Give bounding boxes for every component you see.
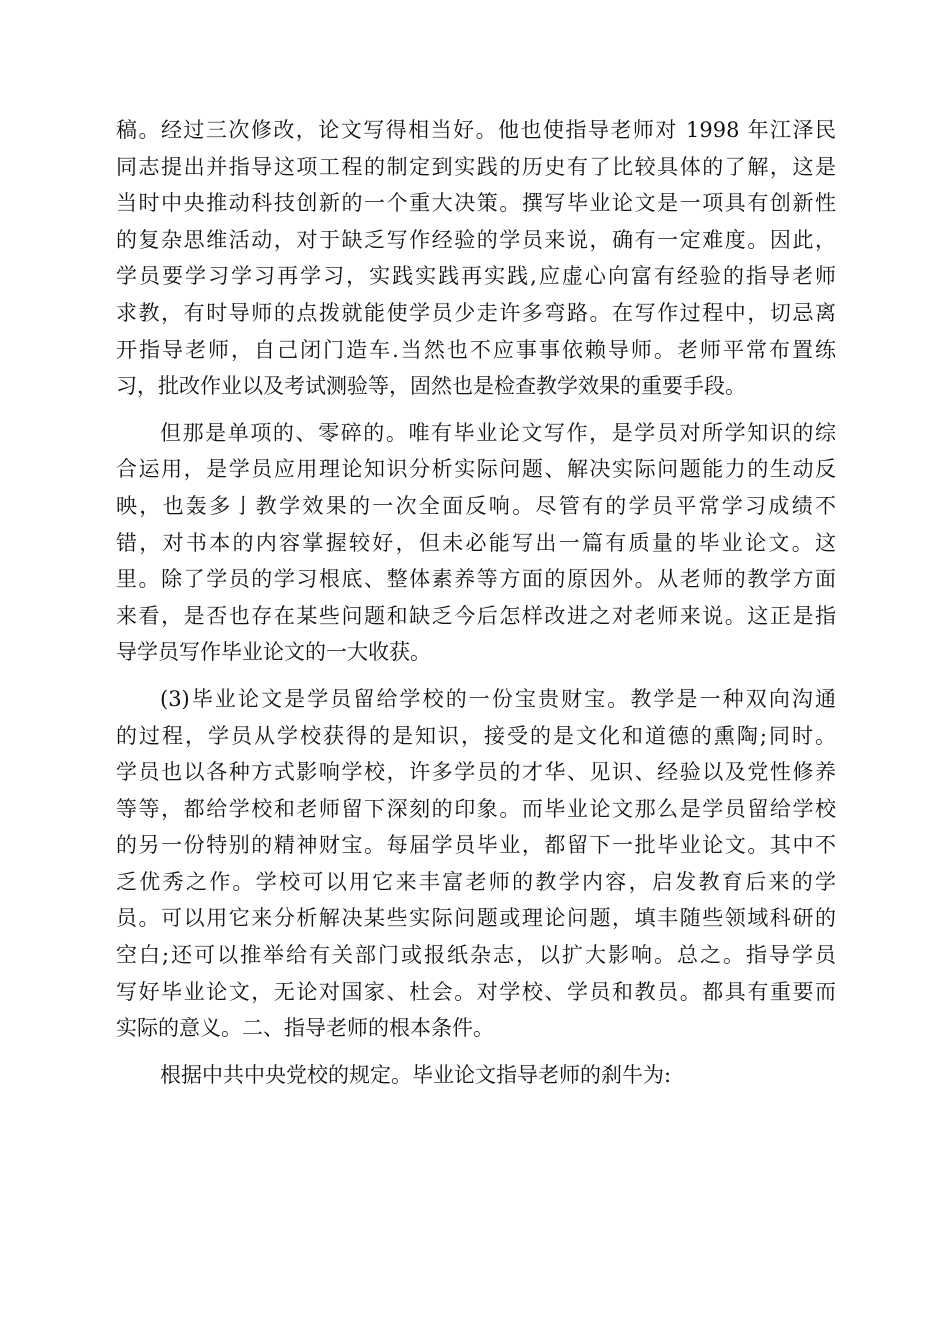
- text-line: 实际的意义。二、指导老师的根本条件。: [116, 1016, 494, 1041]
- paragraph-4: [116, 1057, 836, 1094]
- text-line: 的另一份特别的精神财宝。每届学员毕业，都留下一批毕业论文。其中不: [116, 833, 836, 858]
- text-line: 写好毕业论文，无论对国家、杜会。对学校、学员和教员。都具有重要而: [116, 979, 836, 1004]
- text-line: 学员也以各种方式影响学校，许多学员的才华、见识、经验以及党性修养: [116, 760, 836, 785]
- paragraph-3: [116, 681, 836, 1047]
- text-line: 根据中共中央党校的规定。毕业论文指导老师的刹牛为:: [160, 1062, 672, 1087]
- text-line: 错，对书本的内容掌握较好，但未必能写出一篇有质量的毕业论文。这: [116, 530, 836, 555]
- text-line: 等等，都给学校和老师留下深刻的印象。而毕业论文那么是学员留给学校: [116, 796, 836, 821]
- text-line: (3)毕业论文是学员留给学校的一份宝贵财宝。教学是一种双向沟通: [160, 686, 836, 711]
- text-line: 来看，是否也存在某些问题和缺乏今后怎样改进之对老师来说。这正是指: [116, 603, 836, 628]
- document-body: [116, 112, 836, 1103]
- text-line: 开指导老师，自己闭门造车.当然也不应事事依赖导师。老师平常布置练: [116, 337, 836, 362]
- text-line: 习，批改作业以及考试测验等，固然也是检查教学效果的重要手段。: [116, 374, 746, 399]
- text-line: 但那是单项的、零碎的。唯有毕业论文写作，是学员对所学知识的综: [160, 420, 836, 445]
- paragraph-2: [116, 415, 836, 671]
- text-line: 映，也轰多亅教学效果的一次全面反响。尽管有的学员平常学习成绩不: [116, 493, 836, 518]
- text-line: 同志提出并指导这项工程的制定到实践的历史有了比较具体的了解，这是: [116, 154, 836, 179]
- text-line: 的过程，学员从学校获得的是知识，接受的是文化和道德的熏陶;同时。: [116, 723, 836, 748]
- text-line: 乏优秀之作。学校可以用它来丰富老师的教学内容，启发教育后来的学: [116, 869, 836, 894]
- text-line: 导学员写作毕业论文的一大收获。: [116, 640, 431, 665]
- text-line: 当时中央推动科技创新的一个重大决策。撰写毕业论文是一项具有创新性: [116, 191, 836, 216]
- text-line: 空白;还可以推举给有关部门或报纸杂志，以扩大影响。总之。指导学员: [116, 943, 836, 968]
- paragraph-1: [116, 112, 836, 405]
- text-line: 求教，有时导师的点拨就能使学员少走许多弯路。在写作过程中，切忌离: [116, 300, 836, 325]
- text-line: 学员要学习学习再学习，实践实践再实践,应虚心向富有经验的指导老师: [116, 264, 836, 289]
- text-line: 里。除了学员的学习根底、整体素养等方面的原因外。从老师的教学方面: [116, 567, 836, 592]
- text-line: 的复杂思维活动，对于缺乏写作经验的学员来说，确有一定难度。因此，: [116, 227, 836, 252]
- text-line: 合运用，是学员应用理论知识分析实际问题、解决实际问题能力的生动反: [116, 457, 836, 482]
- text-line: 稿。经过三次修改，论文写得相当好。他也使指导老师对 1998 年江泽民: [116, 118, 836, 142]
- text-line: 员。可以用它来分析解决某些实际问题或理论问题，填丰随些领域科研的: [116, 906, 836, 931]
